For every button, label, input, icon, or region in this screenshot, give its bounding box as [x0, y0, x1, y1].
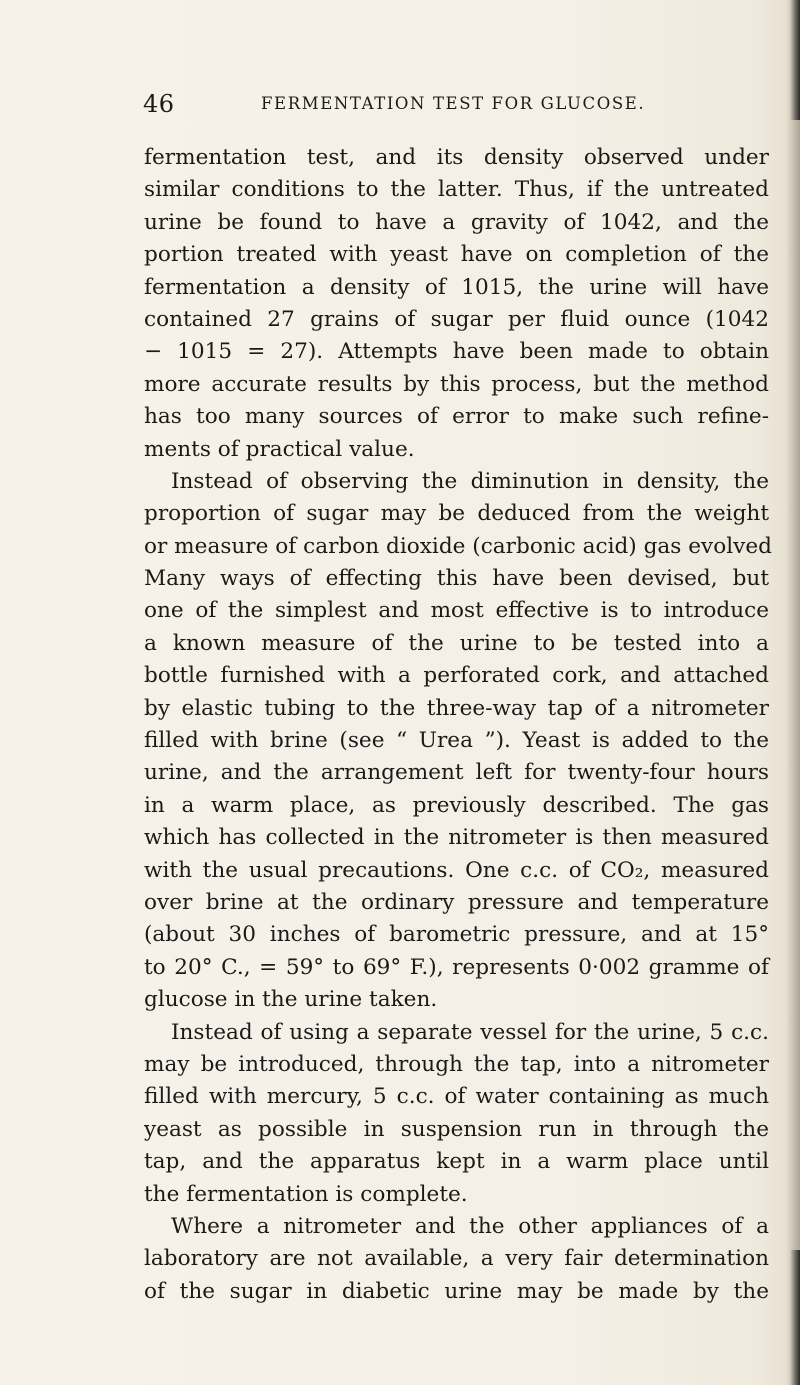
- text-line: has too many sources of error to make such refine-: [144, 404, 769, 430]
- text-line: similar conditions to the latter. Thus, if the untreated: [144, 177, 769, 203]
- text-line: of the sugar in diabetic urine may be made by the: [144, 1278, 769, 1304]
- text-line: by elastic tubing to the three-way tap of a nitrometer: [144, 695, 769, 721]
- text-line: filled with mercury, 5 c.c. of water containing as much: [144, 1084, 769, 1110]
- text-line: ments of practical value.: [144, 436, 415, 462]
- text-line: bottle furnished with a perforated cork, and attached: [144, 663, 769, 689]
- text-line: in a warm place, as previously described. The gas: [144, 792, 769, 818]
- running-title: FERMENTATION TEST FOR GLUCOSE.: [261, 94, 646, 113]
- page-number: 46: [143, 90, 175, 118]
- text-line: the fermentation is complete.: [144, 1181, 468, 1207]
- page-edge-dark-top: [790, 0, 800, 120]
- text-line: yeast as possible in suspension run in through the: [144, 1116, 769, 1142]
- text-line: with the usual precautions. One c.c. of CO₂, measured: [144, 857, 769, 883]
- paragraph-start-line: Where a nitrometer and the other appliances of a: [171, 1213, 769, 1239]
- text-line: glucose in the urine taken.: [144, 987, 438, 1013]
- running-header: [143, 90, 768, 126]
- page-edge-dark-bottom: [790, 1250, 800, 1385]
- text-line: proportion of sugar may be deduced from the weight: [144, 501, 769, 527]
- paragraph-start-line: Instead of using a separate vessel for the urine, 5 c.c.: [171, 1019, 769, 1045]
- text-line: tap, and the apparatus kept in a warm place until: [144, 1149, 769, 1175]
- paragraph-start-line: Instead of observing the diminution in density, the: [171, 468, 769, 494]
- text-line: contained 27 grains of sugar per fluid ounce (1042: [144, 306, 769, 332]
- text-line: may be introduced, through the tap, into a nitrometer: [144, 1051, 769, 1077]
- text-line: more accurate results by this process, but the method: [144, 371, 769, 397]
- text-line: urine, and the arrangement left for twenty-four hours: [144, 760, 769, 786]
- body-text: [144, 142, 772, 1308]
- text-line: fermentation test, and its density observed under: [144, 145, 769, 170]
- text-line: (about 30 inches of barometric pressure, and at 15°: [144, 922, 769, 948]
- text-line: fermentation a density of 1015, the urine will have: [144, 274, 769, 300]
- text-line: portion treated with yeast have on completion of the: [144, 242, 769, 268]
- page-edge-shadow: [786, 0, 800, 1385]
- text-line: which has collected in the nitrometer is then measured: [144, 825, 769, 851]
- text-line: − 1015 = 27). Attempts have been made to obtain: [144, 339, 769, 365]
- text-line: over brine at the ordinary pressure and temperature: [144, 889, 769, 915]
- text-line: a known measure of the urine to be tested into a: [144, 630, 769, 656]
- text-line: one of the simplest and most effective is to introduce: [144, 598, 769, 624]
- text-line: filled with brine (see “ Urea ”). Yeast is added to the: [144, 728, 769, 754]
- text-line: to 20° C., = 59° to 69° F.), represents 0·002 gramme of: [144, 954, 769, 980]
- text-line: laboratory are not available, a very fair determination: [144, 1246, 769, 1272]
- text-line: urine be found to have a gravity of 1042, and the: [144, 209, 769, 235]
- text-line: or measure of carbon dioxide (carbonic acid) gas evolved: [144, 533, 772, 559]
- text-line: Many ways of effecting this have been devised, but: [144, 566, 769, 592]
